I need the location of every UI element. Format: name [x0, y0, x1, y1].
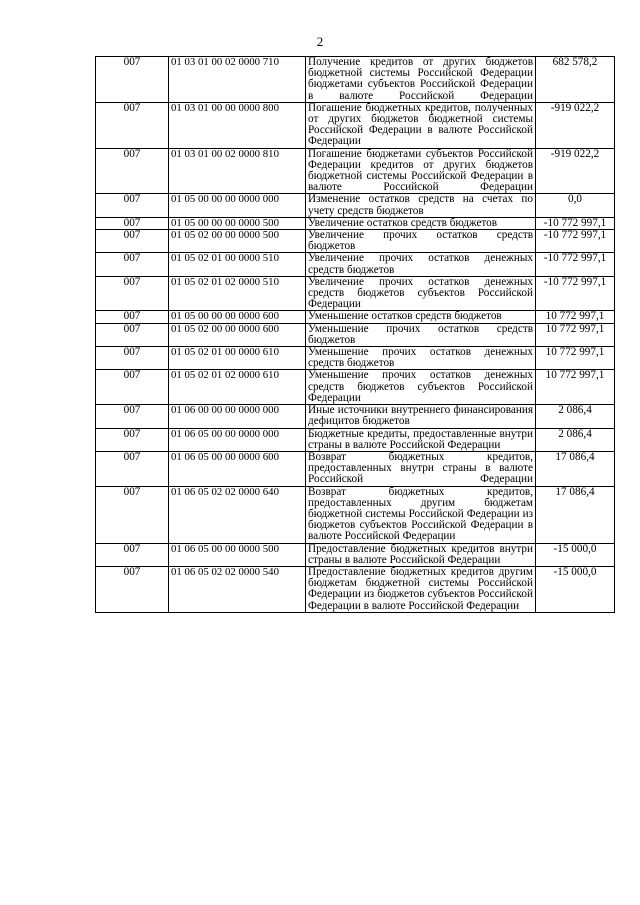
table-row: [96, 148, 615, 194]
source-name-cell: Возврат бюджетных кредитов, предоставленных другим бюджетам бюджетной системы Российской Федерации из бюджетов субъектов Российской Федерации в валюте Российской Федерации: [306, 486, 536, 543]
table-row: [96, 217, 615, 229]
table-row: [96, 57, 615, 103]
amount-cell: 10 772 997,1: [536, 311, 615, 323]
admin-code-cell: 007: [96, 276, 169, 311]
table-row: [96, 428, 615, 451]
source-name-cell: Получение кредитов от других бюджетов бюджетной системы Российской Федерации бюджетами субъектов Российской Федерации в валюте Российской Федерации: [306, 57, 536, 103]
admin-code-cell: 007: [96, 217, 169, 229]
source-name-cell: Уменьшение прочих остатков средств бюджетов: [306, 323, 536, 346]
amount-cell: 682 578,2: [536, 57, 615, 103]
table-body: [96, 57, 615, 613]
amount-cell: -919 022,2: [536, 148, 615, 194]
source-name-cell: Увеличение прочих остатков денежных средств бюджетов субъектов Российской Федерации: [306, 276, 536, 311]
budget-classification-code-cell: 01 05 02 00 00 0000 600: [169, 323, 306, 346]
budget-classification-code-cell: 01 05 02 01 02 0000 510: [169, 276, 306, 311]
amount-cell: 10 772 997,1: [536, 347, 615, 370]
table-row: [96, 323, 615, 346]
table-row: [96, 566, 615, 612]
source-name-cell: Погашение бюджетами субъектов Российской Федерации кредитов от других бюджетов бюджетной системы Российской Федерации в валюте Российской Федерации: [306, 148, 536, 194]
amount-cell: -10 772 997,1: [536, 253, 615, 276]
table-row: [96, 370, 615, 405]
admin-code-cell: 007: [96, 194, 169, 217]
budget-classification-code-cell: 01 05 02 01 00 0000 510: [169, 253, 306, 276]
table-row: [96, 253, 615, 276]
admin-code-cell: 007: [96, 451, 169, 486]
admin-code-cell: 007: [96, 323, 169, 346]
budget-classification-code-cell: 01 05 02 01 02 0000 610: [169, 370, 306, 405]
table-row: [96, 405, 615, 428]
amount-cell: -10 772 997,1: [536, 217, 615, 229]
budget-sources-table: [95, 56, 615, 613]
budget-classification-code-cell: 01 03 01 00 02 0000 710: [169, 57, 306, 103]
budget-classification-code-cell: 01 05 00 00 00 0000 600: [169, 311, 306, 323]
admin-code-cell: 007: [96, 370, 169, 405]
source-name-cell: Предоставление бюджетных кредитов другим бюджетам бюджетной системы Российской Федерации из бюджетов субъектов Российской Федерации в валюте Российской Федерации: [306, 566, 536, 612]
admin-code-cell: 007: [96, 428, 169, 451]
amount-cell: -15 000,0: [536, 566, 615, 612]
amount-cell: 10 772 997,1: [536, 370, 615, 405]
budget-classification-code-cell: 01 06 05 00 00 0000 500: [169, 543, 306, 566]
source-name-cell: Изменение остатков средств на счетах по учету средств бюджетов: [306, 194, 536, 217]
source-name-cell: Увеличение прочих остатков денежных средств бюджетов: [306, 253, 536, 276]
amount-cell: 2 086,4: [536, 428, 615, 451]
table-row: [96, 102, 615, 148]
table-row: [96, 194, 615, 217]
admin-code-cell: 007: [96, 566, 169, 612]
table-row: [96, 347, 615, 370]
source-name-cell: Предоставление бюджетных кредитов внутри страны в валюте Российской Федерации: [306, 543, 536, 566]
amount-cell: 10 772 997,1: [536, 323, 615, 346]
page-number: 2: [316, 34, 324, 49]
budget-classification-code-cell: 01 05 00 00 00 0000 500: [169, 217, 306, 229]
table-row: [96, 276, 615, 311]
admin-code-cell: 007: [96, 253, 169, 276]
admin-code-cell: 007: [96, 57, 169, 103]
source-name-cell: Возврат бюджетных кредитов, предоставленных внутри страны в валюте Российской Федерации: [306, 451, 536, 486]
table-row: [96, 486, 615, 543]
source-name-cell: Уменьшение остатков средств бюджетов: [306, 311, 536, 323]
amount-cell: 17 086,4: [536, 486, 615, 543]
budget-classification-code-cell: 01 06 05 00 00 0000 600: [169, 451, 306, 486]
amount-cell: -15 000,0: [536, 543, 615, 566]
source-name-cell: Уменьшение прочих остатков денежных средств бюджетов: [306, 347, 536, 370]
budget-classification-code-cell: 01 03 01 00 00 0000 800: [169, 102, 306, 148]
admin-code-cell: 007: [96, 311, 169, 323]
source-name-cell: Увеличение прочих остатков средств бюджетов: [306, 230, 536, 253]
admin-code-cell: 007: [96, 405, 169, 428]
budget-classification-code-cell: 01 05 02 00 00 0000 500: [169, 230, 306, 253]
budget-classification-code-cell: 01 06 05 02 02 0000 540: [169, 566, 306, 612]
budget-classification-code-cell: 01 05 00 00 00 0000 000: [169, 194, 306, 217]
admin-code-cell: 007: [96, 148, 169, 194]
amount-cell: -10 772 997,1: [536, 276, 615, 311]
source-name-cell: Увеличение остатков средств бюджетов: [306, 217, 536, 229]
amount-cell: 17 086,4: [536, 451, 615, 486]
amount-cell: 2 086,4: [536, 405, 615, 428]
budget-classification-code-cell: 01 05 02 01 00 0000 610: [169, 347, 306, 370]
source-name-cell: Иные источники внутреннего финансирования дефицитов бюджетов: [306, 405, 536, 428]
source-name-cell: Бюджетные кредиты, предоставленные внутри страны в валюте Российской Федерации: [306, 428, 536, 451]
budget-classification-code-cell: 01 06 00 00 00 0000 000: [169, 405, 306, 428]
table-row: [96, 230, 615, 253]
admin-code-cell: 007: [96, 230, 169, 253]
budget-classification-code-cell: 01 06 05 02 02 0000 640: [169, 486, 306, 543]
admin-code-cell: 007: [96, 486, 169, 543]
table-row: [96, 451, 615, 486]
amount-cell: -919 022,2: [536, 102, 615, 148]
budget-classification-code-cell: 01 06 05 00 00 0000 000: [169, 428, 306, 451]
source-name-cell: Уменьшение прочих остатков денежных средств бюджетов субъектов Российской Федерации: [306, 370, 536, 405]
amount-cell: 0,0: [536, 194, 615, 217]
amount-cell: -10 772 997,1: [536, 230, 615, 253]
table-row: [96, 311, 615, 323]
source-name-cell: Погашение бюджетных кредитов, полученных от других бюджетов бюджетной системы Российской Федерации в валюте Российской Федерации: [306, 102, 536, 148]
admin-code-cell: 007: [96, 543, 169, 566]
budget-classification-code-cell: 01 03 01 00 02 0000 810: [169, 148, 306, 194]
admin-code-cell: 007: [96, 347, 169, 370]
admin-code-cell: 007: [96, 102, 169, 148]
table-row: [96, 543, 615, 566]
